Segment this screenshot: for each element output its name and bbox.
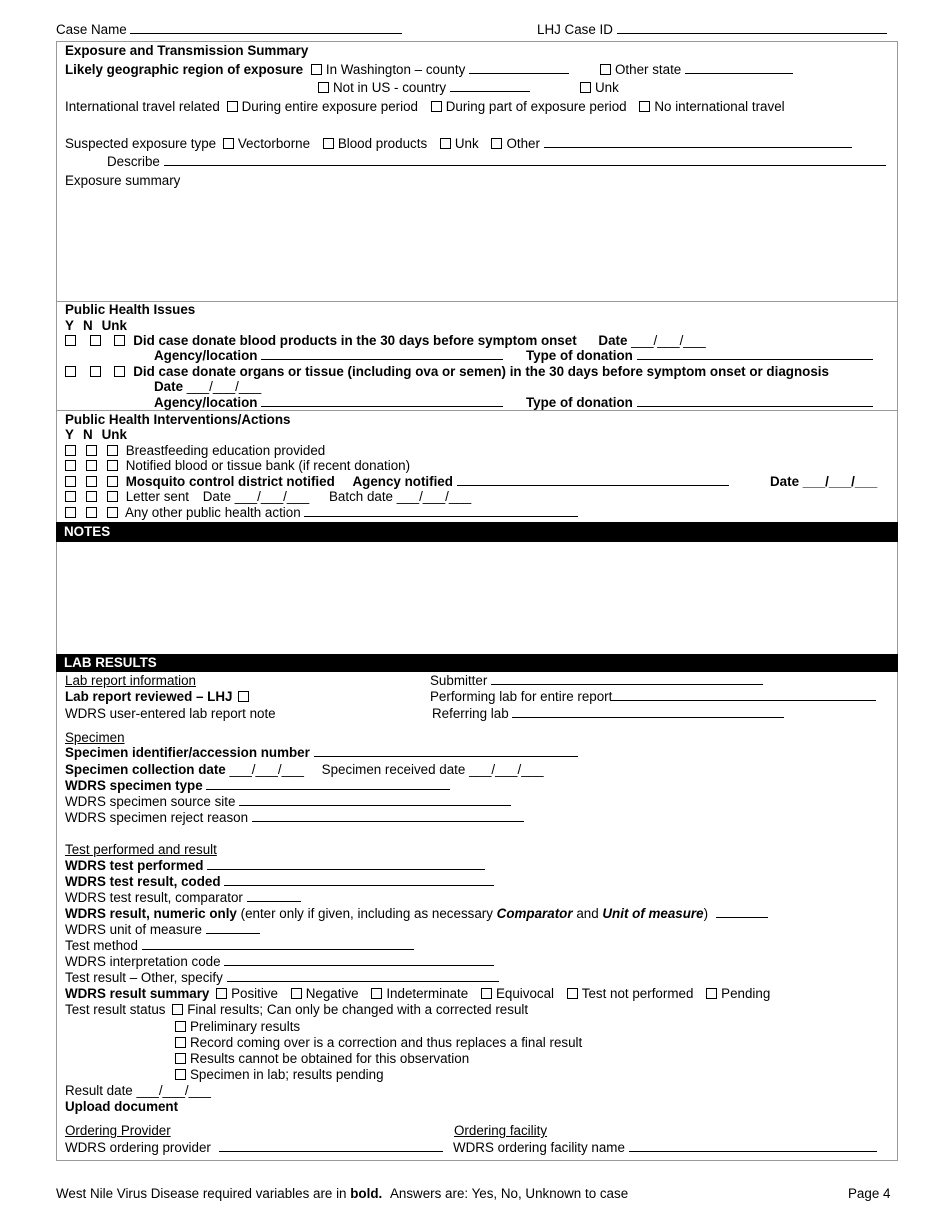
organs-date-input[interactable]: ___/___/___ [186, 379, 262, 394]
checkbox-wa-county[interactable] [311, 64, 322, 75]
checkbox-other-state[interactable] [600, 64, 611, 75]
intervention-breastfeeding: Breastfeeding education provided [65, 443, 325, 458]
blood-donation-type-row: Type of donation [526, 348, 873, 363]
lhj-case-id-field[interactable]: LHJ Case ID [537, 22, 887, 37]
lhj-case-id-input[interactable] [617, 22, 887, 34]
phi-section-title: Public Health Issues [65, 302, 196, 317]
checkbox-other-unk[interactable] [107, 507, 118, 518]
received-date-input[interactable]: ___/___/___ [469, 762, 544, 777]
phi-blood-row: Did case donate blood products in the 30 days before symptom onset Date ___/___/___ [65, 333, 706, 348]
interventions-ynu-header: Y N Unk [65, 427, 127, 442]
describe-row: Describe [107, 154, 886, 169]
checkbox-status-prelim[interactable] [175, 1021, 186, 1032]
submitter-input[interactable] [491, 673, 763, 685]
case-name-field[interactable]: Case Name [56, 22, 402, 37]
susp-other-input[interactable] [544, 136, 852, 148]
checkbox-mosq-y[interactable] [65, 476, 76, 487]
collection-date-input[interactable]: ___/___/___ [229, 762, 304, 777]
exposure-summary-label: Exposure summary [65, 173, 181, 188]
test-method-input[interactable] [142, 938, 414, 950]
performing-lab-row: Performing lab for entire report [430, 689, 876, 704]
source-site-row: WDRS specimen source site [65, 794, 511, 809]
lab-results-header: LAB RESULTS [56, 654, 898, 672]
region-unk-option: Unk [580, 80, 619, 95]
checkbox-bf-unk[interactable] [107, 445, 118, 456]
blood-date-input[interactable]: ___/___/___ [631, 333, 706, 348]
intervention-other: Any other public health action [65, 505, 578, 520]
other-action-input[interactable] [304, 505, 578, 517]
notes-area[interactable] [60, 546, 894, 650]
checkbox-mosq-unk[interactable] [107, 476, 118, 487]
specimen-heading: Specimen [65, 730, 125, 745]
checkbox-organs-y[interactable] [65, 366, 76, 377]
not-us-option: Not in US - country [318, 80, 530, 95]
checkbox-bank-y[interactable] [65, 460, 76, 471]
result-date-input[interactable]: ___/___/___ [136, 1083, 211, 1098]
checkbox-lab-reviewed[interactable] [238, 691, 249, 702]
exposure-summary-area[interactable] [60, 190, 894, 298]
test-performed-input[interactable] [207, 858, 485, 870]
test-result-coded-row: WDRS test result, coded [65, 874, 494, 889]
checkbox-other-n[interactable] [86, 507, 97, 518]
checkbox-status-cannot[interactable] [175, 1053, 186, 1064]
checkbox-negative[interactable] [291, 988, 302, 999]
region-row: Likely geographic region of exposure In Washington – county [65, 62, 569, 77]
mosquito-date-row: Date ___/___/___ [770, 474, 878, 489]
checkbox-bf-y[interactable] [65, 445, 76, 456]
phi-ynu-header: Y N Unk [65, 318, 127, 333]
checkbox-status-final[interactable] [172, 1004, 183, 1015]
checkbox-mosq-n[interactable] [86, 476, 97, 487]
blood-agency-input[interactable] [261, 348, 503, 360]
specimen-type-row: WDRS specimen type [65, 778, 450, 793]
status-cannot-row: Results cannot be obtained for this observation [175, 1051, 469, 1066]
checkbox-organs-n[interactable] [90, 366, 101, 377]
letter-date-input[interactable]: ___/___/___ [234, 489, 310, 504]
wdrs-note-label: WDRS user-entered lab report note [65, 706, 276, 721]
checkbox-blood-unk[interactable] [114, 335, 125, 346]
reject-reason-row: WDRS specimen reject reason [65, 810, 524, 825]
test-result-coded-input[interactable] [224, 874, 494, 886]
other-specify-row: Test result – Other, specify [65, 970, 499, 985]
checkbox-indeterminate[interactable] [371, 988, 382, 999]
case-name-input[interactable] [130, 22, 402, 34]
unit-input[interactable] [206, 922, 260, 934]
checkbox-organs-unk[interactable] [114, 366, 125, 377]
country-input[interactable] [450, 80, 530, 92]
source-site-input[interactable] [239, 794, 511, 806]
result-date-row: Result date ___/___/___ [65, 1083, 211, 1098]
checkbox-pending[interactable] [706, 988, 717, 999]
collection-date-row: Specimen collection date ___/___/___ Specimen received date ___/___/___ [65, 762, 544, 777]
interp-code-row: WDRS interpretation code [65, 954, 494, 969]
unit-row: WDRS unit of measure [65, 922, 260, 937]
comparator-input[interactable] [247, 890, 301, 902]
checkbox-vectorborne[interactable] [223, 138, 234, 149]
specimen-id-row: Specimen identifier/accession number [65, 745, 578, 760]
checkbox-status-in-lab[interactable] [175, 1069, 186, 1080]
comparator-row: WDRS test result, comparator [65, 890, 301, 905]
specimen-id-input[interactable] [314, 745, 578, 757]
other-state-option: Other state [600, 62, 793, 77]
organs-agency-input[interactable] [261, 395, 503, 407]
wa-county-input[interactable] [469, 62, 569, 74]
other-state-input[interactable] [685, 62, 793, 74]
checkbox-bf-n[interactable] [86, 445, 97, 456]
checkbox-not-us[interactable] [318, 82, 329, 93]
intervention-letter: Letter sent Date ___/___/___ Batch date ___/___/___ [65, 489, 471, 504]
ordering-provider-input[interactable] [219, 1140, 443, 1152]
checkbox-susp-unk[interactable] [440, 138, 451, 149]
ordering-facility-input[interactable] [629, 1140, 877, 1152]
checkbox-blood-y[interactable] [65, 335, 76, 346]
checkbox-bank-unk[interactable] [107, 460, 118, 471]
upload-document-label[interactable]: Upload document [65, 1099, 179, 1114]
ordering-provider-heading: Ordering Provider [65, 1123, 171, 1138]
organs-donation-type-row: Type of donation [526, 395, 873, 410]
page-number: Page 4 [848, 1186, 891, 1201]
checkbox-intl-part[interactable] [431, 101, 442, 112]
suspected-exposure-row: Suspected exposure type Vectorborne Blood products Unk Other [65, 136, 852, 151]
test-performed-row: WDRS test performed [65, 858, 485, 873]
interp-code-input[interactable] [224, 954, 494, 966]
checkbox-intl-entire[interactable] [227, 101, 238, 112]
blood-agency-row: Agency/location [154, 348, 503, 363]
numeric-input[interactable] [716, 906, 768, 918]
divider [56, 410, 898, 411]
interventions-section-title: Public Health Interventions/Actions [65, 412, 291, 427]
referring-lab-input[interactable] [512, 706, 784, 718]
batch-date-input[interactable]: ___/___/___ [396, 489, 472, 504]
intervention-mosquito: Mosquito control district notified Agency notified [65, 474, 729, 489]
ordering-facility-heading: Ordering facility [454, 1123, 548, 1138]
test-method-row: Test method [65, 938, 414, 953]
checkbox-susp-other[interactable] [491, 138, 502, 149]
numeric-row: WDRS result, numeric only (enter only if given, including as necessary Comparator and Unit of measure) [65, 906, 768, 921]
status-correction-row: Record coming over is a correction and thus replaces a final result [175, 1035, 582, 1050]
checkbox-equivocal[interactable] [481, 988, 492, 999]
status-prelim-row: Preliminary results [175, 1019, 300, 1034]
notes-header: NOTES [56, 522, 898, 542]
performing-lab-input[interactable] [612, 689, 876, 701]
organs-date-row: Date ___/___/___ [154, 379, 262, 394]
checkbox-status-correction[interactable] [175, 1037, 186, 1048]
referring-lab-row: Referring lab [432, 706, 784, 721]
checkbox-blood-products[interactable] [323, 138, 334, 149]
checkbox-not-performed[interactable] [567, 988, 578, 999]
ordering-provider-row: WDRS ordering provider [65, 1140, 443, 1155]
status-final-row: Test result status Final results; Can only be changed with a corrected result [65, 1002, 529, 1017]
organs-agency-row: Agency/location [154, 395, 503, 410]
organs-donation-type-input[interactable] [637, 395, 873, 407]
describe-input[interactable] [164, 154, 886, 166]
checkbox-blood-n[interactable] [90, 335, 101, 346]
exposure-section-title: Exposure and Transmission Summary [65, 43, 309, 58]
test-heading: Test performed and result [65, 842, 217, 857]
checkbox-bank-n[interactable] [86, 460, 97, 471]
lab-reviewed-row: Lab report reviewed – LHJ [65, 689, 253, 704]
checkbox-positive[interactable] [216, 988, 227, 999]
status-in-lab-row: Specimen in lab; results pending [175, 1067, 384, 1082]
reject-reason-input[interactable] [252, 810, 524, 822]
checkbox-other-y[interactable] [65, 507, 76, 518]
other-specify-input[interactable] [227, 970, 499, 982]
agency-notified-input[interactable] [457, 474, 729, 486]
intervention-notified-bank: Notified blood or tissue bank (if recent donation) [65, 458, 410, 473]
ordering-facility-row: WDRS ordering facility name [453, 1140, 877, 1155]
specimen-type-input[interactable] [206, 778, 450, 790]
intl-travel-row: International travel related During entire exposure period During part of exposure period No international travel [65, 99, 785, 114]
blood-donation-type-input[interactable] [637, 348, 873, 360]
checkbox-letter-n[interactable] [86, 491, 97, 502]
checkbox-region-unk[interactable] [580, 82, 591, 93]
mosquito-date-input[interactable]: ___/___/___ [802, 474, 878, 489]
result-summary-row: WDRS result summary Positive Negative Indeterminate Equivocal Test not performed Pending [65, 986, 771, 1001]
checkbox-letter-y[interactable] [65, 491, 76, 502]
submitter-row: Submitter [430, 673, 763, 688]
lab-report-info-heading: Lab report information [65, 673, 197, 688]
phi-organs-row: Did case donate organs or tissue (including ova or semen) in the 30 days before symptom onset or diagnosis [65, 364, 829, 379]
checkbox-letter-unk[interactable] [107, 491, 118, 502]
footer-note: West Nile Virus Disease required variables are in bold. Answers are: Yes, No, Unknown to case [56, 1186, 629, 1201]
checkbox-intl-none[interactable] [639, 101, 650, 112]
